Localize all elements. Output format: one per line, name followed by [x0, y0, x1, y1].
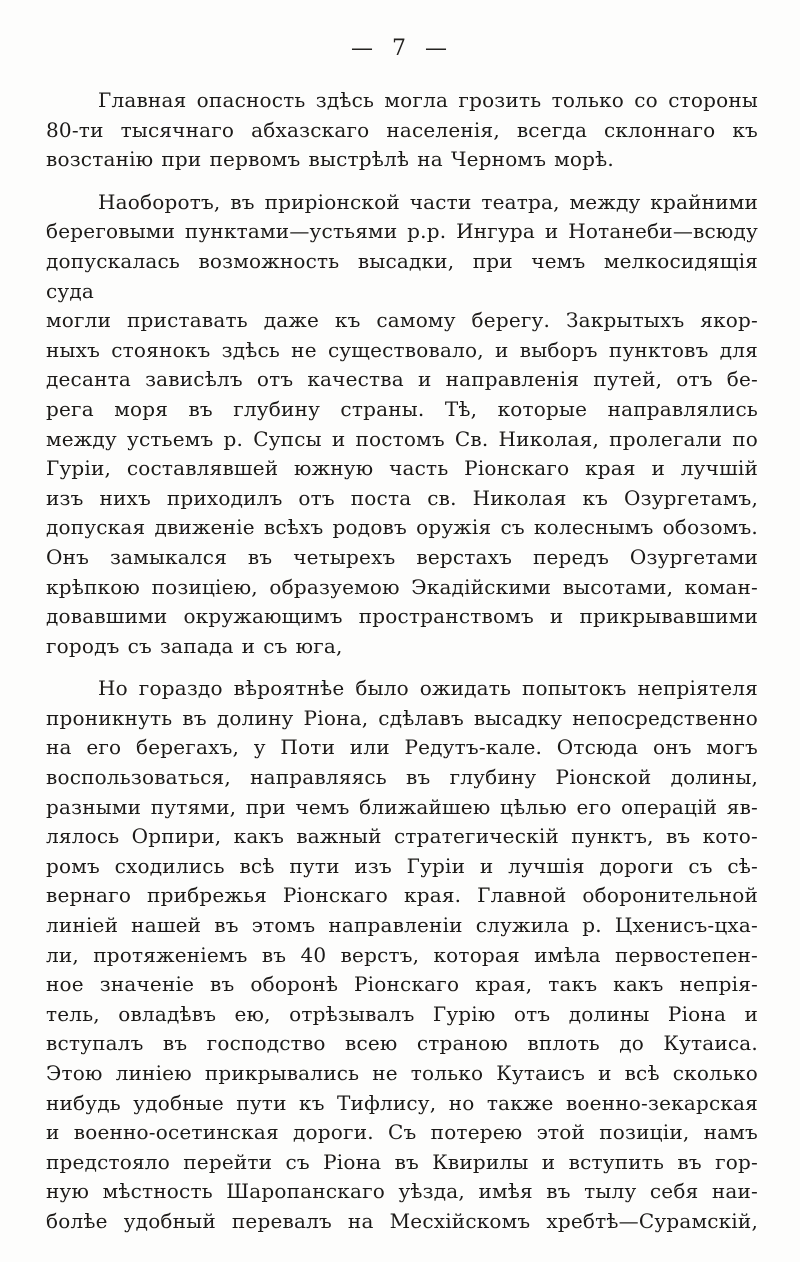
text-line: довавшими окружающимъ пространствомъ и прикрывавшими — [46, 604, 758, 629]
text-line: ное значеніе въ оборонѣ Ріонскаго края, такъ какъ непрія- — [46, 972, 758, 997]
text-line: допуская движеніе всѣхъ родовъ оружія съ колеснымъ обозомъ. — [46, 515, 758, 540]
text-line: крѣпкою позиціею, образуемою Экадійскими высотами, коман- — [46, 574, 758, 599]
paragraph-3 — [46, 674, 758, 1236]
text-line: 80-ти тысячнаго абхазскаго населенія, всегда склоннаго къ — [46, 117, 758, 142]
text-line: лялось Орпири, какъ важный стратегическій пунктъ, въ кото- — [46, 824, 758, 849]
text-line: изъ нихъ приходилъ отъ поста св. Николая къ Озургетамъ, — [46, 485, 758, 510]
text-line: ли, протяженіемъ въ 40 верстъ, которая имѣла первостепен- — [46, 942, 758, 967]
text-line: ную мѣстность Шаропанскаго уѣзда, имѣя въ тылу себя наи- — [46, 1179, 758, 1204]
text-line: десанта зависѣлъ отъ качества и направленія путей, отъ бе- — [46, 367, 758, 392]
text-line: линіей нашей въ этомъ направленіи служила р. Цхенисъ-цха- — [46, 913, 758, 938]
text-line: болѣе удобный перевалъ на Месхійскомъ хребтѣ—Сурамскій, — [46, 1208, 758, 1233]
text-line: разными путями, при чемъ ближайшею цѣлью его операцій яв- — [46, 794, 758, 819]
text-line: допускалась возможность высадки, при чемъ мелкосидящія суда — [46, 248, 758, 303]
text-line: вернаго прибрежья Ріонскаго края. Главной оборонительной — [46, 883, 758, 908]
text-line: проникнуть въ долину Ріона, сдѣлавъ высадку непосредственно — [46, 705, 758, 730]
text-line: Наоборотъ, въ приріонской части театра, между крайними — [98, 189, 758, 214]
paragraph-1 — [46, 86, 758, 175]
text-line: рега моря въ глубину страны. Тѣ, которые направлялись — [46, 396, 758, 421]
text-line: Гуріи, составлявшей южную часть Ріонскаго края и лучшій — [46, 456, 758, 481]
text-line: Этою линіею прикрывались не только Кутаисъ и всѣ сколько — [46, 1061, 758, 1085]
text-line: между устьемъ р. Супсы и постомъ Св. Николая, пролегали по — [46, 426, 758, 451]
text-line: воспользоваться, направляясь въ глубину Ріонской долины, — [46, 765, 758, 790]
text-line: ныхъ стоянокъ здѣсь не существовало, и выборъ пунктовъ для — [46, 337, 758, 362]
text-line: нибудь удобные пути къ Тифлису, но также военно-зекарская — [46, 1090, 758, 1115]
text-line: предстояло перейти съ Ріона въ Квирилы и вступить въ гор- — [46, 1149, 758, 1174]
text-line: городъ съ запада и съ юга, — [46, 633, 343, 658]
text-line: возстанію при первомъ выстрѣлѣ на Черномъ морѣ. — [46, 147, 614, 172]
text-line: на его берегахъ, у Поти или Редутъ-кале. Отсюда онъ могъ — [46, 735, 758, 760]
text-line: Главная опасность здѣсь могла грозить только со стороны — [98, 88, 758, 112]
paragraph-2 — [46, 188, 758, 662]
text-line: Онъ замыкался въ четырехъ верстахъ передъ Озургетами — [46, 544, 758, 569]
text-line: Но гораздо вѣроятнѣе было ожидать попытокъ непріятеля — [98, 676, 758, 701]
text-line: тель, овладѣвъ ею, отрѣзывалъ Гурію отъ долины Ріона и — [46, 1001, 758, 1026]
text-line: могли приставать даже къ самому берегу. Закрытыхъ якор- — [46, 308, 758, 333]
text-line: и военно-осетинская дороги. Съ потерею этой позиціи, намъ — [46, 1120, 758, 1145]
text-line: ромъ сходились всѣ пути изъ Гуріи и лучшія дороги съ сѣ- — [46, 853, 758, 878]
page-number: — 7 — — [351, 36, 453, 61]
text-line: вступалъ въ господство всею страною вплоть до Кутаиса. — [46, 1031, 758, 1056]
text-line: береговыми пунктами—устьями р.р. Ингура и Нотанеби—всюду — [46, 219, 758, 244]
